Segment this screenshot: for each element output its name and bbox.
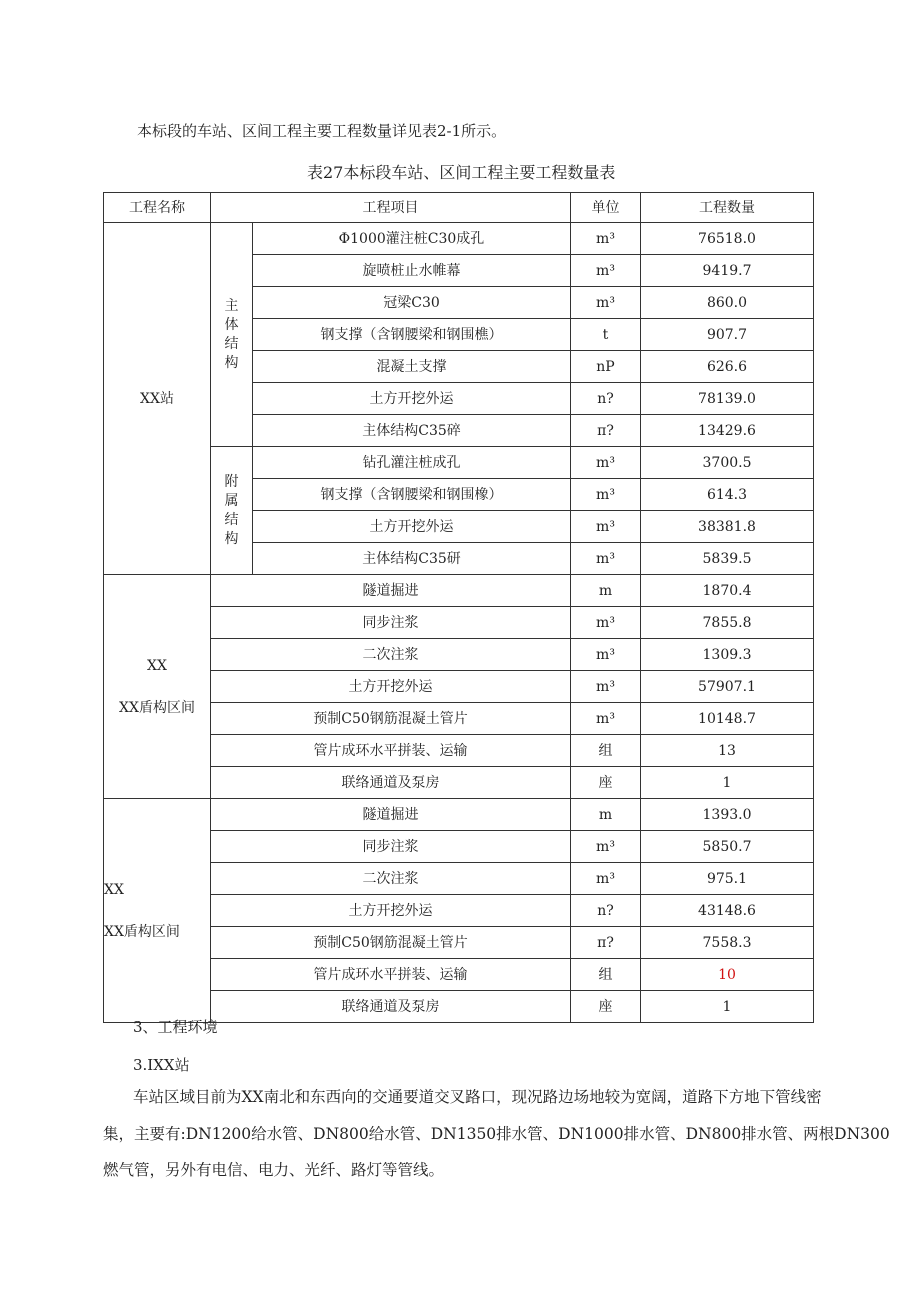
- quantity-table: [103, 192, 814, 1023]
- main-structure-text: 主体结构: [224, 297, 239, 371]
- unit-cell: π?: [571, 415, 641, 447]
- unit-cell: m³: [571, 607, 641, 639]
- unit-cell: π?: [571, 927, 641, 959]
- quantity-cell: 43148.6: [641, 895, 814, 927]
- quantity-cell: 907.7: [641, 319, 814, 351]
- item-cell: 钻孔灌注桩成孔: [253, 447, 571, 479]
- quantity-cell: 1: [641, 767, 814, 799]
- table-row: [104, 831, 814, 863]
- table-row: [104, 895, 814, 927]
- table-row: [104, 223, 814, 255]
- item-cell: 主体结构C35研: [253, 543, 571, 575]
- unit-cell: m³: [571, 543, 641, 575]
- unit-cell: m³: [571, 703, 641, 735]
- unit-cell: m: [571, 575, 641, 607]
- quantity-cell: 78139.0: [641, 383, 814, 415]
- quantity-cell: 1309.3: [641, 639, 814, 671]
- quantity-cell: 3700.5: [641, 447, 814, 479]
- table-row: [104, 607, 814, 639]
- quantity-cell: 860.0: [641, 287, 814, 319]
- table-caption: 表27本标段车站、区间工程主要工程数量表: [307, 163, 616, 182]
- unit-cell: m³: [571, 511, 641, 543]
- section2-name-cell: [104, 799, 211, 1023]
- quantity-cell: 9419.7: [641, 255, 814, 287]
- item-cell: 土方开挖外运: [253, 383, 571, 415]
- intro-paragraph: 本标段的车站、区间工程主要工程数量详见表2-1所示。: [137, 122, 507, 140]
- quantity-cell: 76518.0: [641, 223, 814, 255]
- quantity-cell: 614.3: [641, 479, 814, 511]
- quantity-cell: 7855.8: [641, 607, 814, 639]
- paragraph-line-3: 燃气管，另外有电信、电力、光纤、路灯等管线。: [103, 1161, 445, 1179]
- item-cell: 管片成环水平拼装、运输: [211, 735, 571, 767]
- section2-name-line-2: XX盾构区间: [104, 923, 180, 940]
- main-structure-label: [211, 223, 253, 447]
- table-row: [104, 447, 814, 479]
- item-cell: Φ1000灌注桩C30成孔: [253, 223, 571, 255]
- section1-name-line-1: XX: [147, 657, 167, 674]
- item-cell: 二次注浆: [211, 863, 571, 895]
- table-row: [104, 703, 814, 735]
- item-cell: 管片成环水平拼装、运输: [211, 959, 571, 991]
- paragraph-line-2: 集，主要有:DN1200给水管、DN800给水管、DN1350排水管、DN1000排水管、DN800排水管、两根DN300: [103, 1125, 890, 1143]
- item-cell: 联络通道及泵房: [211, 991, 571, 1023]
- header-project-name: 工程名称: [104, 193, 211, 223]
- item-cell: 同步注浆: [211, 831, 571, 863]
- unit-cell: n?: [571, 895, 641, 927]
- paragraph-line-1: 车站区域目前为XX南北和东西向的交通要道交叉路口，现况路边场地较为宽阔，道路下方地下管线密: [133, 1088, 822, 1106]
- section-heading-3: 3、工程环境: [133, 1018, 218, 1036]
- quantity-cell: 1870.4: [641, 575, 814, 607]
- unit-cell: m: [571, 799, 641, 831]
- attached-structure-label: [211, 447, 253, 575]
- header-quantity: 工程数量: [641, 193, 814, 223]
- quantity-cell: 5850.7: [641, 831, 814, 863]
- header-unit: 单位: [571, 193, 641, 223]
- quantity-cell: 13429.6: [641, 415, 814, 447]
- section-heading-3-1: 3.IXX站: [133, 1056, 190, 1074]
- table-row: [104, 575, 814, 607]
- quantity-cell: 57907.1: [641, 671, 814, 703]
- unit-cell: m³: [571, 287, 641, 319]
- quantity-cell: 10: [641, 959, 814, 991]
- unit-cell: 组: [571, 959, 641, 991]
- quantity-cell: 1393.0: [641, 799, 814, 831]
- unit-cell: 组: [571, 735, 641, 767]
- unit-cell: m³: [571, 479, 641, 511]
- quantity-cell: 13: [641, 735, 814, 767]
- item-cell: 联络通道及泵房: [211, 767, 571, 799]
- quantity-cell: 626.6: [641, 351, 814, 383]
- quantity-cell: 7558.3: [641, 927, 814, 959]
- unit-cell: m³: [571, 255, 641, 287]
- item-cell: 土方开挖外运: [253, 511, 571, 543]
- attached-structure-text: 附属结构: [224, 473, 239, 547]
- unit-cell: m³: [571, 671, 641, 703]
- table-header-row: [104, 193, 814, 223]
- section2-name-line-1: XX: [104, 881, 124, 898]
- quantity-cell: 10148.7: [641, 703, 814, 735]
- unit-cell: 座: [571, 767, 641, 799]
- unit-cell: m³: [571, 831, 641, 863]
- item-cell: 二次注浆: [211, 639, 571, 671]
- item-cell: 隧道掘进: [211, 799, 571, 831]
- table-row: [104, 639, 814, 671]
- table-row: [104, 959, 814, 991]
- unit-cell: 座: [571, 991, 641, 1023]
- unit-cell: nP: [571, 351, 641, 383]
- item-cell: 旋喷桩止水帷幕: [253, 255, 571, 287]
- table-row: [104, 799, 814, 831]
- table-row: [104, 863, 814, 895]
- item-cell: 预制C50钢筋混凝土管片: [211, 703, 571, 735]
- unit-cell: m³: [571, 639, 641, 671]
- unit-cell: t: [571, 319, 641, 351]
- table-row: [104, 671, 814, 703]
- item-cell: 钢支撑（含钢腰梁和钢围樵）: [253, 319, 571, 351]
- item-cell: 土方开挖外运: [211, 895, 571, 927]
- header-project-item: 工程项目: [211, 193, 571, 223]
- item-cell: 冠梁C30: [253, 287, 571, 319]
- item-cell: 同步注浆: [211, 607, 571, 639]
- unit-cell: m³: [571, 223, 641, 255]
- table-row: [104, 927, 814, 959]
- item-cell: 土方开挖外运: [211, 671, 571, 703]
- station-name-cell: XX站: [104, 223, 211, 575]
- section1-name-cell: [104, 575, 211, 799]
- quantity-cell: 975.1: [641, 863, 814, 895]
- item-cell: 预制C50钢筋混凝土管片: [211, 927, 571, 959]
- unit-cell: n?: [571, 383, 641, 415]
- quantity-cell: 38381.8: [641, 511, 814, 543]
- section1-name-line-2: XX盾构区间: [119, 699, 195, 716]
- item-cell: 混凝土支撑: [253, 351, 571, 383]
- unit-cell: m³: [571, 863, 641, 895]
- table-row: [104, 735, 814, 767]
- unit-cell: m³: [571, 447, 641, 479]
- item-cell: 主体结构C35碎: [253, 415, 571, 447]
- quantity-cell: 5839.5: [641, 543, 814, 575]
- quantity-cell: 1: [641, 991, 814, 1023]
- item-cell: 隧道掘进: [211, 575, 571, 607]
- item-cell: 钢支撑（含钢腰梁和钢围橡）: [253, 479, 571, 511]
- table-row: [104, 767, 814, 799]
